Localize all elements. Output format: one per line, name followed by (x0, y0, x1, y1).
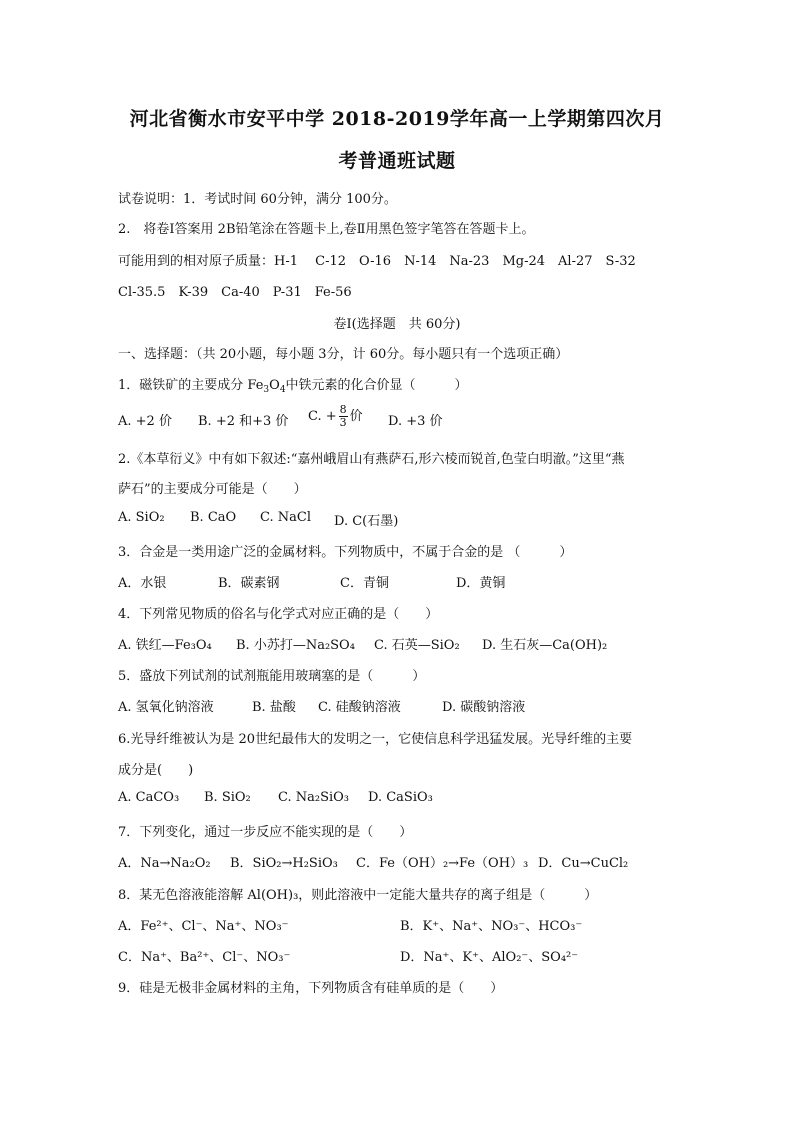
exam-title-line1: 河北省衡水市安平中学 2018-2019学年高一上学期第四次月 (129, 108, 665, 130)
question-2-stem-line1: 2.《本草衍义》中有如下叙述:“嘉州峨眉山有燕萨石,形六棱而锐首,色莹白明澈。”这里“燕 (118, 452, 625, 467)
option-c[interactable]: C．青铜 (340, 576, 389, 591)
option-a[interactable]: A. +2 价 (118, 414, 172, 429)
option-d[interactable]: D. 碳酸钠溶液 (442, 700, 526, 715)
option-d[interactable]: D. CaSiO₃ (368, 790, 433, 805)
option-c[interactable]: C. NaCl (260, 510, 311, 525)
option-d[interactable]: D. C(石墨) (334, 514, 399, 529)
exam-title-line2: 考普通班试题 (338, 150, 456, 172)
option-d[interactable]: D．Na⁺、K⁺、AlO₂⁻、SO₄²⁻ (400, 950, 579, 965)
option-a[interactable]: A．Na→Na₂O₂ (118, 856, 211, 871)
option-a[interactable]: A. SiO₂ (118, 510, 165, 525)
option-c[interactable]: C. 石英—SiO₂ (374, 638, 460, 653)
option-d[interactable]: D．黄铜 (456, 576, 506, 591)
question-6-stem-line1: 6.光导纤维被认为是 20世纪最伟大的发明之一，它使信息科学迅猛发展。光导纤维的主要 (118, 732, 633, 747)
option-d[interactable]: D. 生石灰—Ca(OH)₂ (482, 638, 608, 653)
question-9-stem: 9．硅是无极非金属材料的主角，下列物质含有硅单质的是（ ） (118, 981, 504, 996)
option-b[interactable]: B．碳素钢 (218, 576, 280, 591)
instructions-line1: 试卷说明：1．考试时间 60分钟，满分 100分。 (118, 192, 397, 207)
option-a[interactable]: A. 铁红—Fe₃O₄ (118, 638, 212, 653)
option-b[interactable]: B. 盐酸 (252, 700, 296, 715)
option-d[interactable]: D．Cu→CuCl₂ (538, 856, 629, 871)
option-d[interactable]: D. +3 价 (388, 414, 443, 429)
section-heading: 卷Ⅰ(选择题 共 60分) (333, 317, 461, 332)
question-4-stem: 4．下列常见物质的俗名与化学式对应正确的是（ ） (118, 607, 439, 622)
instructions-line2: 2. 将卷Ⅰ答案用 2B铅笔涂在答题卡上,卷Ⅱ用黑色签字笔答在答题卡上。 (118, 222, 535, 237)
fraction: $\frac{8}{3}$ (339, 403, 347, 429)
option-b[interactable]: B. +2 和+3 价 (198, 414, 289, 429)
option-c[interactable]: C. Na₂SiO₃ (278, 790, 350, 805)
option-a[interactable]: A．Fe²⁺、Cl⁻、Na⁺、NO₃⁻ (118, 919, 289, 934)
option-c[interactable]: C．Fe（OH）₂→Fe（OH）₃ (356, 856, 529, 871)
option-c[interactable]: C．Na⁺、Ba²⁺、Cl⁻、NO₃⁻ (118, 950, 291, 965)
option-c[interactable]: C. 硅酸钠溶液 (318, 700, 401, 715)
option-b[interactable]: B. CaO (190, 510, 237, 525)
option-b[interactable]: B．SiO₂→H₂SiO₃ (230, 856, 338, 871)
option-a[interactable]: A. CaCO₃ (118, 790, 180, 805)
part-heading: 一、选择题：（共 20小题，每小题 3分，计 60分。每小题只有一个选项正确） (118, 347, 569, 362)
option-c[interactable]: C. + $\frac{8}{3}$ 价 (308, 403, 363, 429)
option-a[interactable]: A. 氢氧化钠溶液 (118, 700, 214, 715)
question-7-stem: 7．下列变化，通过一步反应不能实现的是（ ） (118, 825, 413, 840)
atomic-mass-line2: Cl-35.5 K-39 Ca-40 P-31 Fe-56 (118, 285, 352, 300)
option-b[interactable]: B．K⁺、Na⁺、NO₃⁻、HCO₃⁻ (400, 919, 583, 934)
question-8-stem: 8．某无色溶液能溶解 Al(OH)₃，则此溶液中一定能大量共存的离子组是（ ） (118, 888, 598, 903)
question-1-stem: 1．磁铁矿的主要成分 $Fe_3O_4$中铁元素的化合价显（ ） (118, 378, 468, 395)
question-5-stem: 5．盛放下列试剂的试剂瓶能用玻璃塞的是（ ） (118, 669, 426, 684)
question-3-stem: 3．合金是一类用途广泛的金属材料。下列物质中，不属于合金的是 （ ） (118, 545, 573, 560)
option-b[interactable]: B. 小苏打—Na₂SO₄ (236, 638, 355, 653)
question-6-stem-line2: 成分是( ) (118, 763, 194, 778)
option-a[interactable]: A．水银 (118, 576, 167, 591)
atomic-mass-line1: 可能用到的相对原子质量：H-1 C-12 O-16 N-14 Na-23 Mg-24 Al-27 S-32 (118, 254, 636, 269)
question-2-stem-line2: 萨石”的主要成分可能是（ ） (118, 482, 307, 497)
option-b[interactable]: B. SiO₂ (204, 790, 251, 805)
